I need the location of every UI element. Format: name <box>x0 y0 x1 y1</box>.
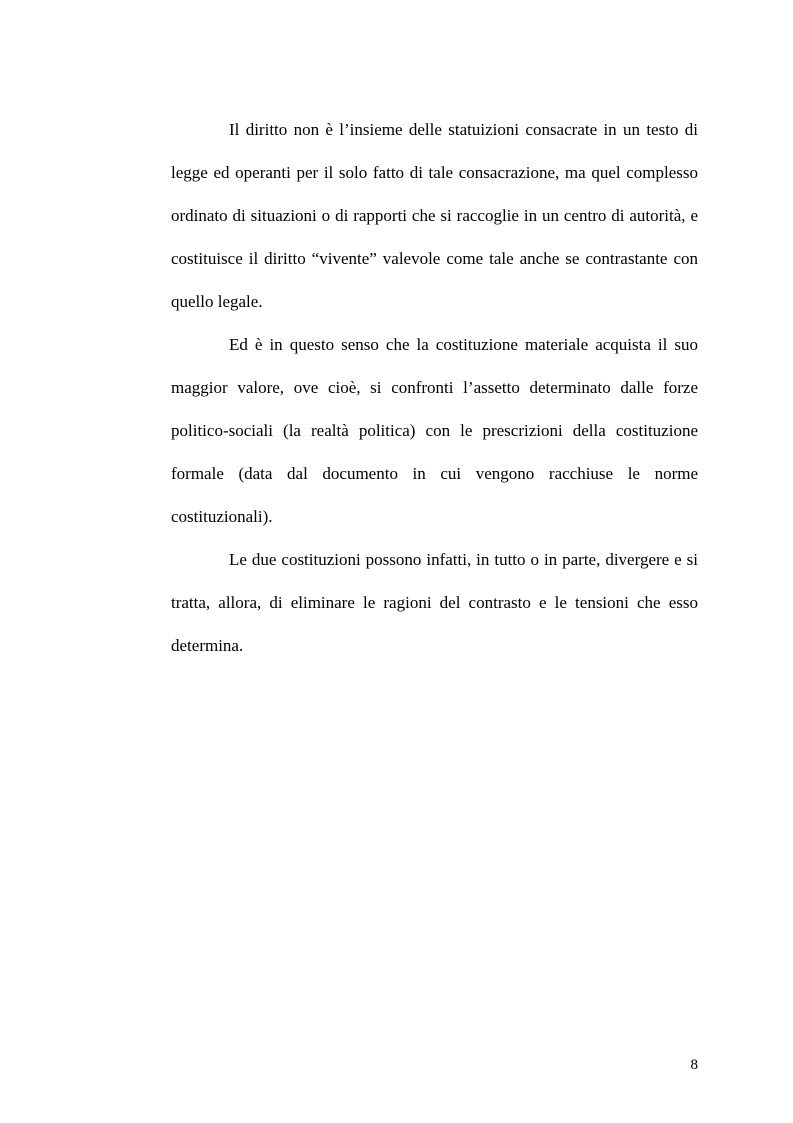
paragraph-1: Il diritto non è l’insieme delle statuizioni consacrate in un testo di legge ed operanti per il solo fatto di tale consacrazione, ma quel complesso ordinato di situazioni o di rapporti che si raccoglie in un centro di autorità, e costituisce il diritto “vivente” valevole come tale anche se contrastante con quello legale. <box>171 120 698 311</box>
paragraph-3: Le due costituzioni possono infatti, in tutto o in parte, divergere e si tratta, allora, di eliminare le ragioni del contrasto e le tensioni che esso determina. <box>171 550 698 655</box>
document-body <box>171 108 698 667</box>
paragraph-2: Ed è in questo senso che la costituzione materiale acquista il suo maggior valore, ove cioè, si confronti l’assetto determinato dalle forze politico-sociali (la realtà politica) con le prescrizioni della costituzione formale (data dal documento in cui vengono racchiuse le norme costituzionali). <box>171 335 698 526</box>
page-number: 8 <box>690 1057 698 1073</box>
